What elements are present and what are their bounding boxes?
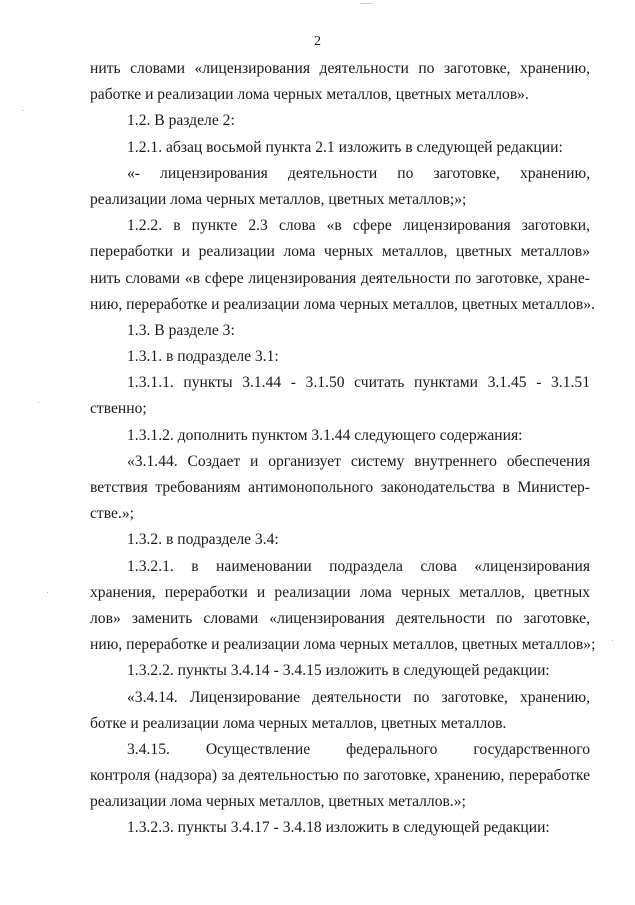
text-line: работке и реализации лома черных металлов, цветных металлов». xyxy=(90,86,529,104)
text-line: 1.3.1.1. пункты 3.1.44 - 3.1.50 считать пунктами 3.1.45 - 3.1.51 xyxy=(127,374,590,392)
text-line: 1.3.2. в подразделе 3.4: xyxy=(127,531,279,549)
scan-speck xyxy=(22,110,23,111)
text-line: ственно; xyxy=(90,400,147,418)
scan-speck xyxy=(360,3,372,4)
text-line: хранения, переработки и реализации лома черных металлов, цветных xyxy=(90,583,590,601)
scan-speck xyxy=(38,402,39,403)
text-line: нить словами «в сфере лицензирования деятельности по заготовке, хране- xyxy=(90,269,590,287)
text-line: нить словами «лицензирования деятельности по заготовке, хранению, xyxy=(90,60,590,77)
text-line: нию, переработке и реализации лома черных металлов, цветных металлов». xyxy=(90,295,595,313)
scan-speck xyxy=(47,592,48,593)
page-number: 2 xyxy=(314,34,321,49)
text-line: лов» заменить словами «лицензирования деятельности по заготовке, xyxy=(90,609,590,627)
text-line: реализации лома черных металлов, цветных металлов.»; xyxy=(90,793,466,811)
text-line: 3.4.15. Осуществление федерального государственного xyxy=(127,740,590,758)
section-heading: 1.2. В разделе 2: xyxy=(127,112,235,130)
text-line: 1.3.2.3. пункты 3.4.17 - 3.4.18 изложить в следующей редакции: xyxy=(127,819,550,837)
text-line: «- лицензирования деятельности по заготовке, хранению, xyxy=(127,164,590,182)
text-line: переработки и реализации лома черных металлов, цветных металлов» xyxy=(90,243,590,261)
text-line: 1.3.2.1. в наименовании подраздела слова «лицензирования xyxy=(127,557,590,575)
text-line: 1.3.2.2. пункты 3.4.14 - 3.4.15 изложить в следующей редакции: xyxy=(127,662,550,680)
text-line: 1.3.1. в подразделе 3.1: xyxy=(127,348,279,366)
text-line: 1.3.1.2. дополнить пунктом 3.1.44 следующего содержания: xyxy=(127,426,523,444)
text-line: ботке и реализации лома черных металлов, цветных металлов. xyxy=(90,714,507,732)
text-line: ветствия требованиям антимонопольного законодательства в Министер- xyxy=(90,479,590,496)
text-line: 1.2.1. абзац восьмой пункта 2.1 изложить в следующей редакции: xyxy=(127,138,563,156)
text-line: реализации лома черных металлов, цветных металлов;»; xyxy=(90,190,467,208)
document-body xyxy=(90,56,596,842)
text-line: контроля (надзора) за деятельностью по заготовке, хранению, переработке xyxy=(90,767,590,785)
text-line: «3.4.14. Лицензирование деятельности по заготовке, хранению, xyxy=(127,688,590,706)
text-line: нию, переработке и реализации лома черных металлов, цветных металлов»; xyxy=(90,636,596,654)
text-line: 1.2.2. в пункте 2.3 слова «в сфере лицензирования заготовки, xyxy=(127,217,590,235)
text-line: стве.»; xyxy=(90,505,134,523)
scan-speck xyxy=(612,640,613,641)
section-heading: 1.3. В разделе 3: xyxy=(127,321,235,339)
text-line: «3.1.44. Создает и организует систему внутреннего обеспечения xyxy=(127,452,590,470)
